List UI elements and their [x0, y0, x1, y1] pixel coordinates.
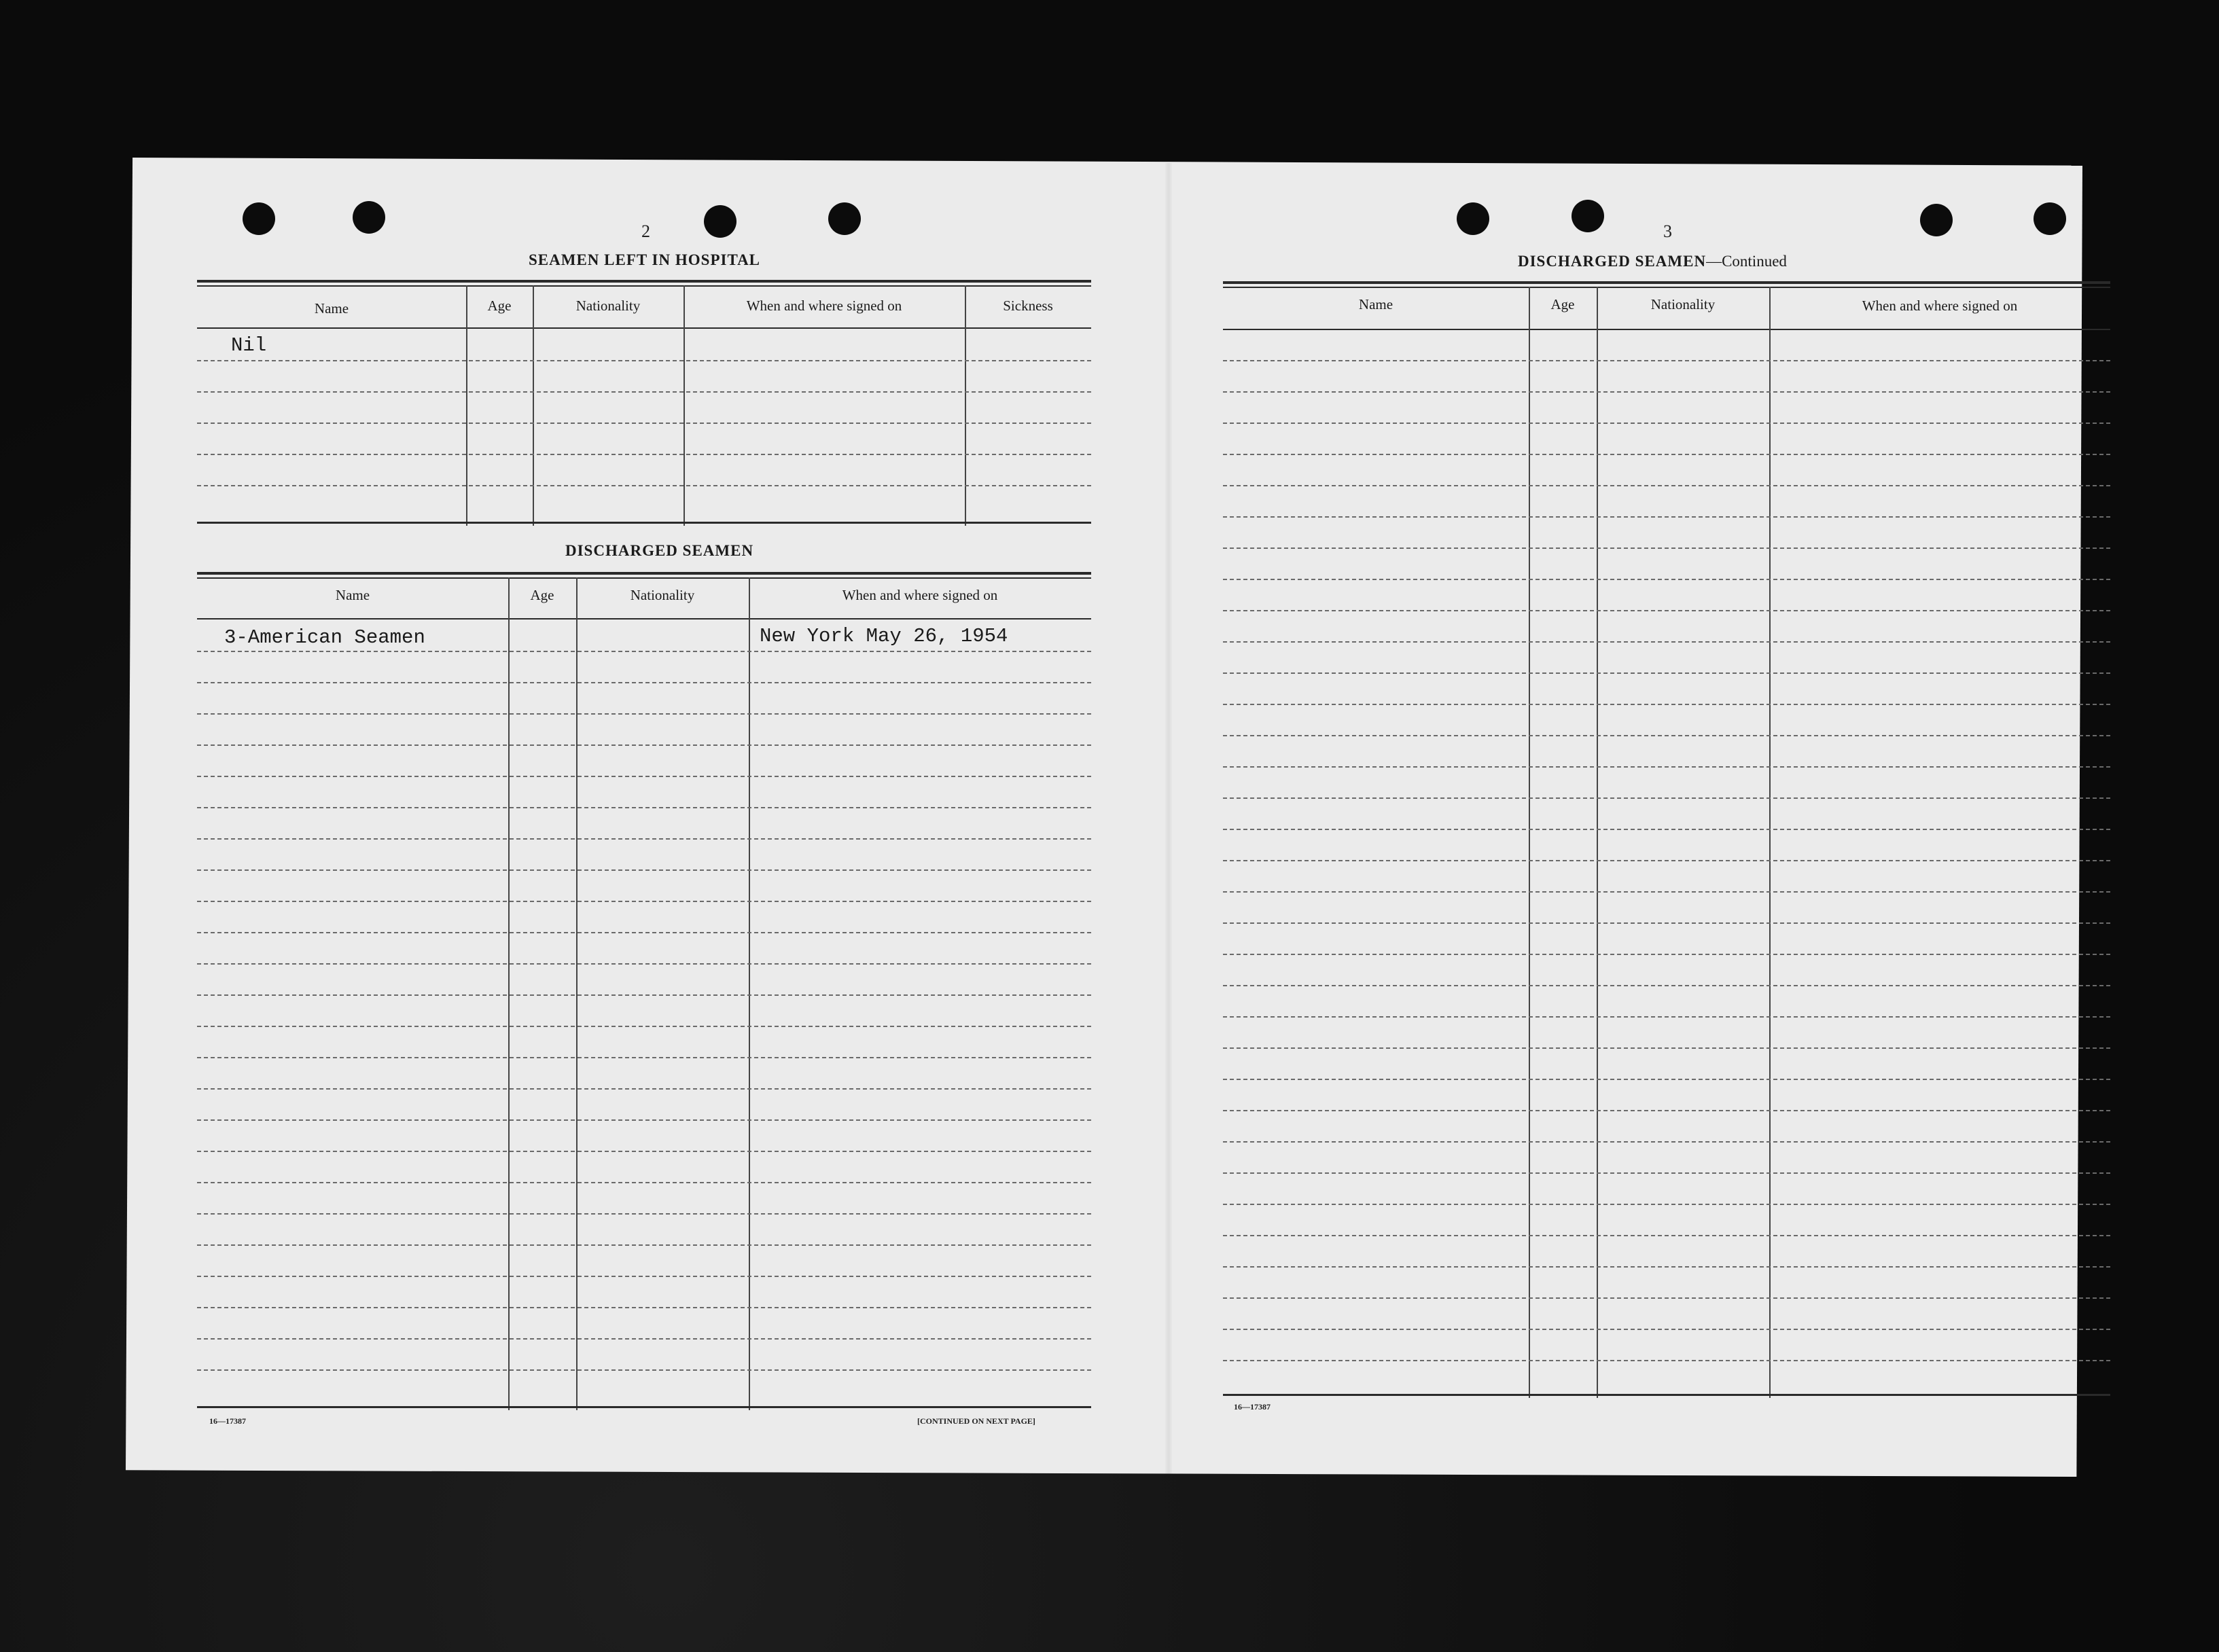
- section-title-text: DISCHARGED SEAMEN: [1518, 253, 1707, 270]
- punch-hole: [2034, 202, 2066, 235]
- discharged-continued-table: [1223, 281, 2110, 1398]
- continued-note: [CONTINUED ON NEXT PAGE]: [917, 1416, 1035, 1426]
- discharged-entry-name: 3-American Seamen: [224, 626, 425, 649]
- punch-hole: [1457, 202, 1489, 235]
- section-title-hospital: SEAMEN LEFT IN HOSPITAL: [529, 251, 761, 268]
- section-title-discharged: DISCHARGED SEAMEN: [565, 542, 754, 559]
- column-header-nationality: Nationality: [1650, 296, 1716, 312]
- column-header-age: Age: [530, 587, 554, 603]
- column-header-name: Name: [1358, 296, 1393, 312]
- page-number: 3: [1663, 221, 1672, 241]
- punch-hole: [828, 202, 861, 235]
- column-header-signed-on: When and where signed on: [1862, 298, 2018, 314]
- column-header-signed-on: When and where signed on: [746, 298, 902, 314]
- column-header-age: Age: [1550, 296, 1575, 312]
- hospital-table: [197, 280, 1091, 526]
- column-header-name: Name: [335, 587, 370, 603]
- punch-hole: [1920, 204, 1953, 236]
- discharged-entry-signed-on: New York May 26, 1954: [760, 625, 1008, 647]
- punch-hole: [243, 202, 275, 235]
- page-number: 2: [641, 221, 650, 241]
- section-title-discharged-continued: [1518, 253, 1787, 270]
- punch-hole: [1572, 200, 1604, 232]
- punch-hole: [704, 205, 736, 238]
- column-header-signed-on: When and where signed on: [842, 587, 998, 603]
- column-header-age: Age: [487, 298, 512, 314]
- section-title-suffix: —Continued: [1706, 253, 1787, 270]
- center-fold: [1165, 163, 1172, 1474]
- column-header-nationality: Nationality: [575, 298, 641, 314]
- hospital-entry-name: Nil: [231, 334, 267, 357]
- form-number: 16—17387: [1234, 1402, 1271, 1412]
- punch-hole: [353, 201, 385, 234]
- form-number: 16—17387: [209, 1416, 246, 1426]
- column-header-nationality: Nationality: [630, 587, 695, 603]
- discharged-table: [197, 572, 1091, 1410]
- column-header-name: Name: [314, 300, 349, 317]
- column-header-sickness: Sickness: [1003, 298, 1053, 314]
